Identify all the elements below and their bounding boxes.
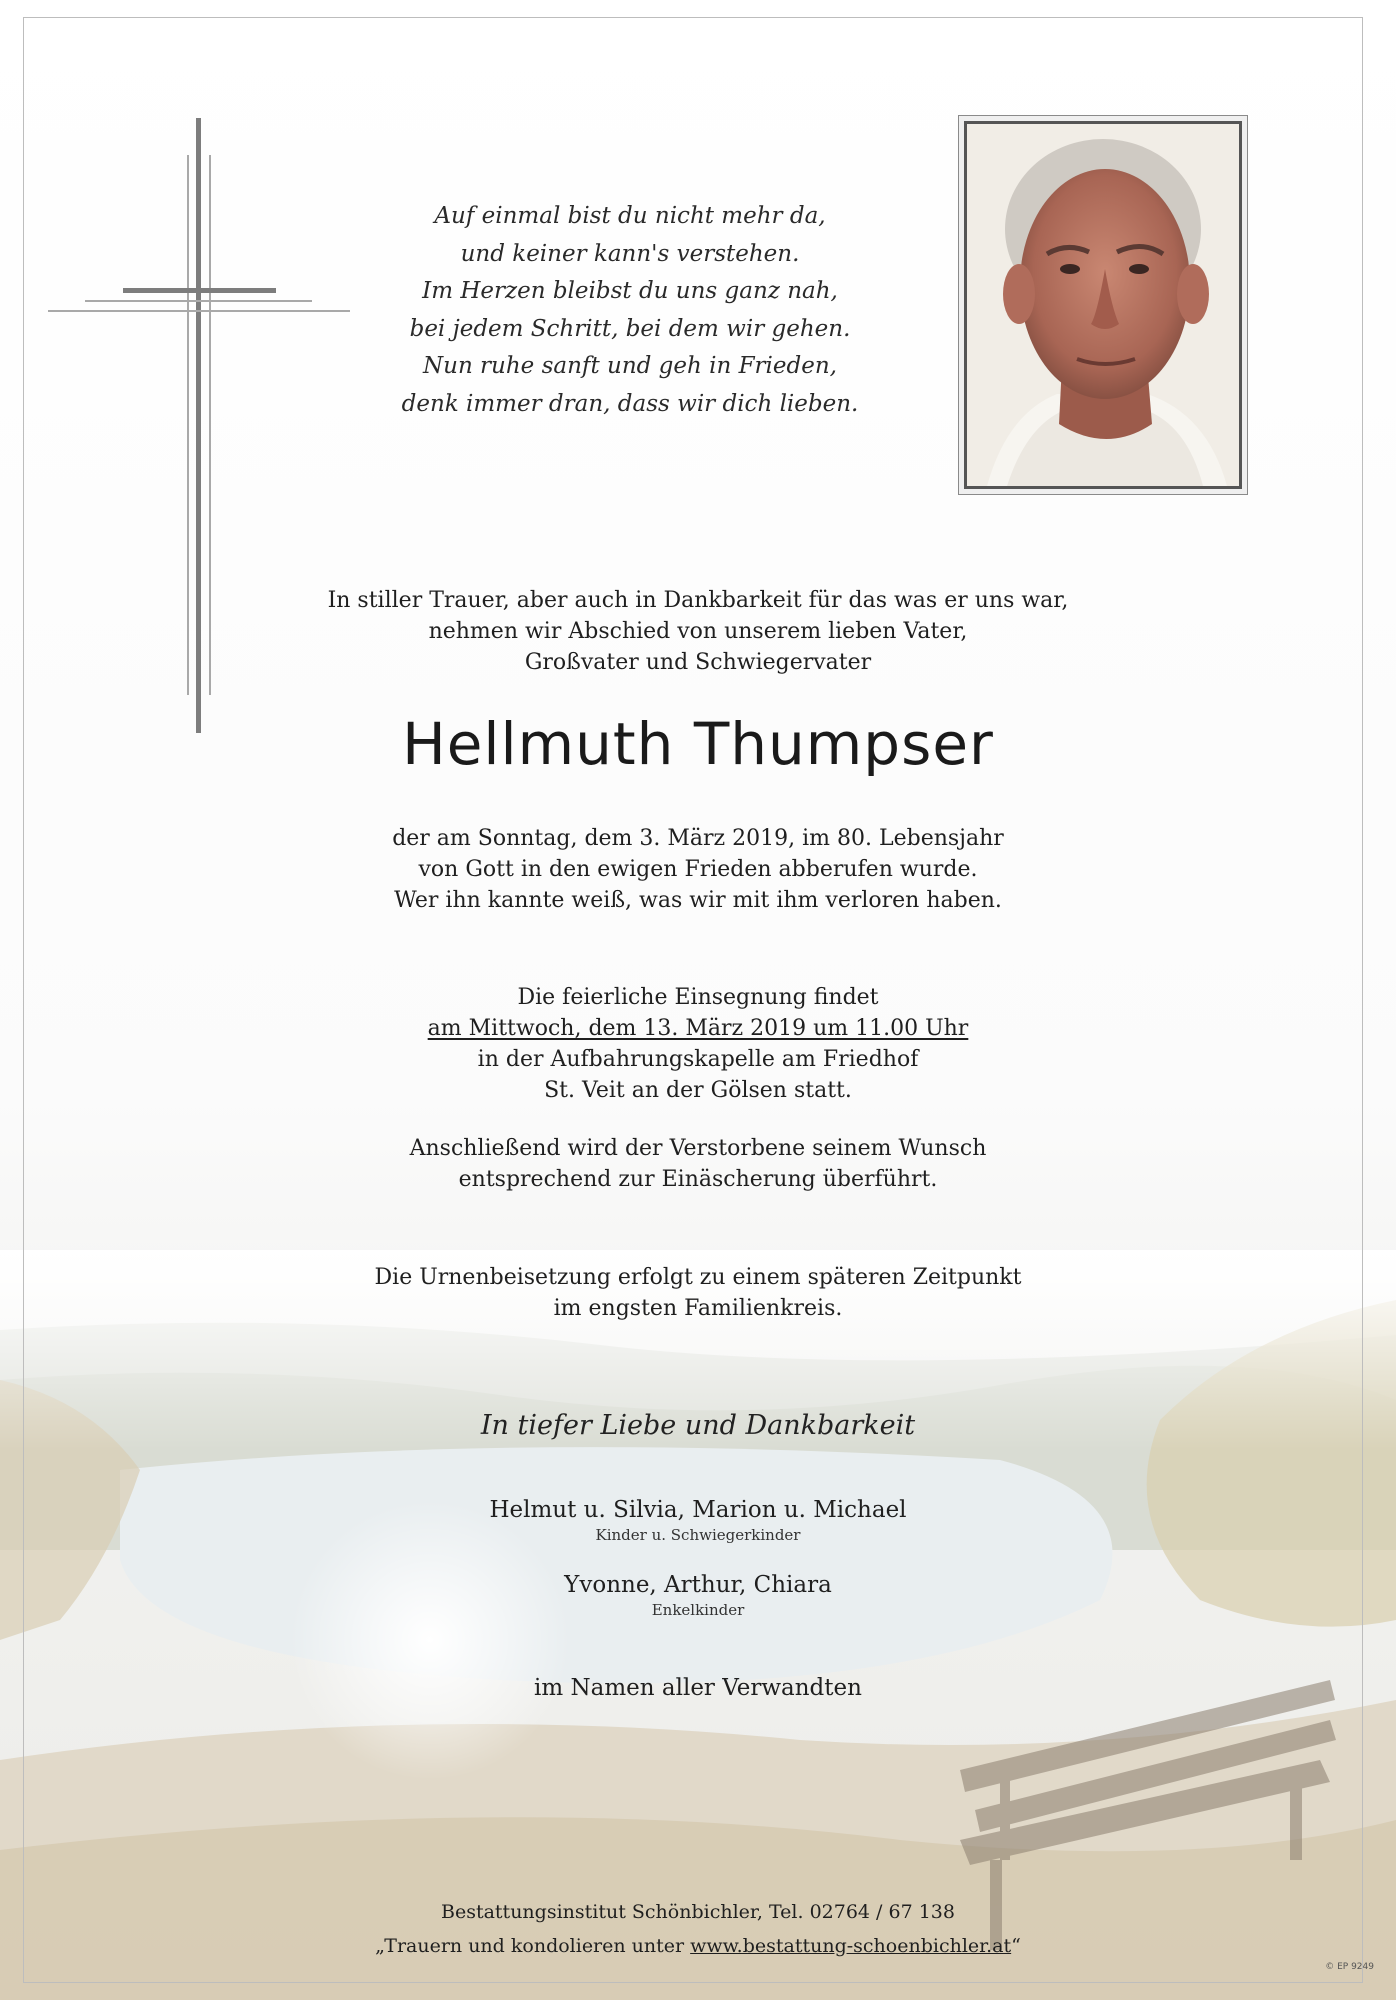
closing-dedication: In tiefer Liebe und Dankbarkeit — [480, 1410, 916, 1441]
condolence-suffix: “ — [1011, 1935, 1021, 1957]
mourner-group — [0, 1495, 1396, 1545]
poem-line: und keiner kann's verstehen. — [460, 240, 800, 267]
deceased-name: Hellmuth Thumpser — [402, 710, 994, 778]
funeral-line: Die feierliche Einsegnung findet — [517, 985, 879, 1010]
print-code: © EP 9249 — [1325, 1962, 1374, 1972]
mourner-names: Yvonne, Arthur, Chiara — [564, 1572, 832, 1598]
funeral-line: in der Aufbahrungskapelle am Friedhof — [477, 1047, 919, 1072]
urn-line: Die Urnenbeisetzung erfolgt zu einem späteren Zeitpunkt — [374, 1265, 1022, 1290]
funeral-line: St. Veit an der Gölsen statt. — [544, 1078, 852, 1103]
funeral-home-footer — [0, 1895, 1396, 1963]
funeral-details — [0, 982, 1396, 1106]
cremation-notice — [0, 1133, 1396, 1195]
memorial-poem — [350, 198, 910, 423]
poem-line: Im Herzen bleibst du uns ganz nah, — [422, 278, 838, 304]
condolence-link[interactable]: www.bestattung-schoenbichler.at — [690, 1935, 1012, 1957]
urn-line: im engsten Familienkreis. — [553, 1296, 843, 1321]
portrait-photo — [964, 121, 1242, 489]
mourner-relation: Enkelkinder — [651, 1601, 745, 1619]
poem-line: Nun ruhe sanft und geh in Frieden, — [423, 353, 837, 379]
death-line: der am Sonntag, dem 3. März 2019, im 80. Lebensjahr — [392, 826, 1004, 851]
death-line: von Gott in den ewigen Frieden abberufen wurde. — [418, 857, 978, 882]
poem-line: denk immer dran, dass wir dich lieben. — [401, 390, 859, 417]
intro-line: Großvater und Schwiegervater — [524, 650, 872, 675]
mourner-names: Helmut u. Silvia, Marion u. Michael — [489, 1497, 907, 1523]
cremation-line: Anschließend wird der Verstorbene seinem Wunsch — [409, 1136, 987, 1161]
mourner-group — [0, 1570, 1396, 1620]
cremation-line: entsprechend zur Einäscherung überführt. — [458, 1167, 938, 1192]
urn-notice — [0, 1262, 1396, 1324]
funeral-date-text: am Mittwoch, dem 13. März 2019 um 11.00 Uhr — [427, 1016, 969, 1041]
portrait-photo-frame — [958, 115, 1248, 495]
intro-line: nehmen wir Abschied von unserem lieben Vater, — [428, 619, 968, 644]
intro-text — [0, 585, 1396, 678]
death-line: Wer ihn kannte weiß, was wir mit ihm verloren haben. — [394, 888, 1002, 913]
poem-line: bei jedem Schritt, bei dem wir gehen. — [409, 315, 851, 342]
funeral-home-contact: Bestattungsinstitut Schönbichler, Tel. 02764 / 67 138 — [441, 1901, 955, 1923]
condolence-prefix: „Trauern und kondolieren unter — [375, 1935, 691, 1957]
death-details — [0, 823, 1396, 916]
condolence-line — [0, 1929, 1396, 1963]
intro-line: In stiller Trauer, aber auch in Dankbarkeit für das was er uns war, — [327, 588, 1069, 613]
poem-line: Auf einmal bist du nicht mehr da, — [434, 203, 826, 229]
mourner-relation: Kinder u. Schwiegerkinder — [595, 1526, 801, 1544]
relatives-line: im Namen aller Verwandten — [534, 1675, 862, 1701]
funeral-date — [0, 1013, 1396, 1044]
